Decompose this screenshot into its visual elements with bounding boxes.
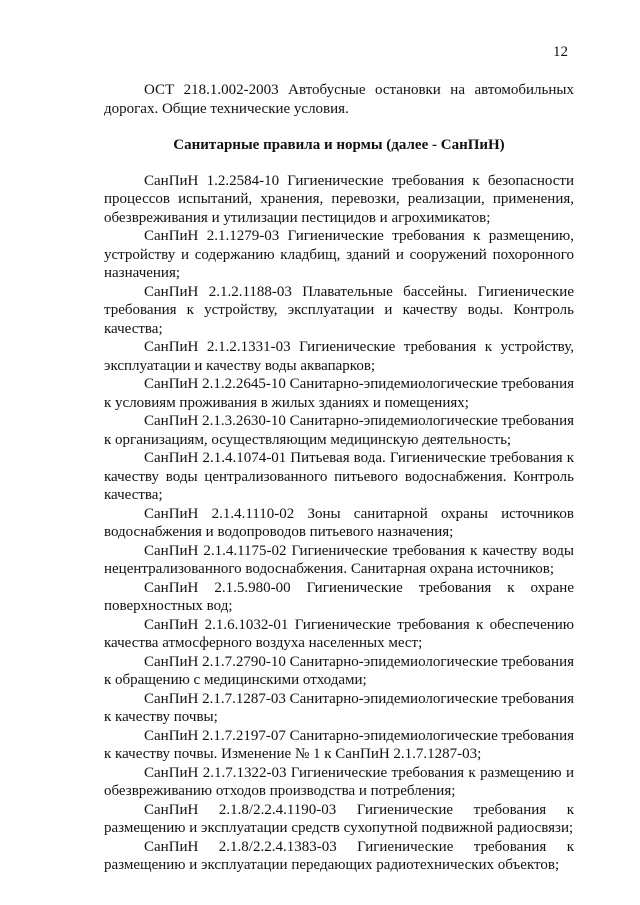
page-content <box>104 81 574 875</box>
list-item: СанПиН 2.1.7.2197-07 Санитарно-эпидемиологические требования к качеству почвы. Изменение № 1 к СанПиН 2.1.7.1287-03; <box>104 727 575 762</box>
list-item: СанПиН 2.1.8/2.2.4.1383-03 Гигиенические требования к размещению и эксплуатации передающих радиотехнических объектов; <box>104 838 574 873</box>
list-item: СанПиН 2.1.1279-03 Гигиенические требования к размещению, устройству и содержанию кладбищ, зданий и сооружений похоронного назначения; <box>104 228 574 281</box>
list-item: СанПиН 2.1.7.1287-03 Санитарно-эпидемиологические требования к качеству почвы; <box>104 690 575 725</box>
list-item: СанПиН 2.1.2.1188-03 Плавательные бассейны. Гигиенические требования к устройству, эксплуатации и качеству воды. Контроль качества; <box>104 283 574 337</box>
list-item: СанПиН 2.1.3.2630-10 Санитарно-эпидемиологические требования к организациям, осуществляющим медицинскую деятельность; <box>104 413 575 448</box>
intro-paragraph: ОСТ 218.1.002-2003 Автобусные остановки на автомобильных дорогах. Общие технические условия. <box>104 82 574 117</box>
list-item: СанПиН 2.1.7.2790-10 Санитарно-эпидемиологические требования к обращению с медицинскими отходами; <box>104 653 575 688</box>
list-item: СанПиН 2.1.2.1331-03 Гигиенические требования к устройству, эксплуатации и качеству воды аквапарков; <box>104 339 574 374</box>
sanpin-list <box>104 172 574 875</box>
list-item: СанПиН 2.1.4.1175-02 Гигиенические требования к качеству воды нецентрализованного водоснабжения. Санитарная охрана источников; <box>104 542 574 577</box>
page-number: 12 <box>553 44 568 60</box>
list-item: СанПиН 2.1.4.1110-02 Зоны санитарной охраны источников водоснабжения и водопроводов питьевого назначения; <box>104 505 574 540</box>
list-item: СанПиН 2.1.7.1322-03 Гигиенические требования к размещению и обезвреживанию отходов производства и потребления; <box>104 764 574 799</box>
list-item: СанПиН 2.1.5.980-00 Гигиенические требования к охране поверхностных вод; <box>104 579 574 614</box>
list-item: СанПиН 2.1.2.2645-10 Санитарно-эпидемиологические требования к условиям проживания в жилых зданиях и помещениях; <box>104 376 575 411</box>
list-item: СанПиН 2.1.8/2.2.4.1190-03 Гигиенические требования к размещению и эксплуатации средств сухопутной подвижной радиосвязи; <box>104 801 574 836</box>
section-heading: Санитарные правила и нормы (далее - СанПиН) <box>173 137 505 153</box>
list-item: СанПиН 1.2.2584-10 Гигиенические требования к безопасности процессов испытаний, хранения, перевозки, реализации, применения, обезвреживания и утилизации пестицидов и агрохимикатов; <box>104 172 574 226</box>
list-item: СанПиН 2.1.6.1032-01 Гигиенические требования к обеспечению качества атмосферного воздуха населенных мест; <box>104 616 574 651</box>
list-item: СанПиН 2.1.4.1074-01 Питьевая вода. Гигиенические требования к качеству воды централизованного питьевого водоснабжения. Контроль качества; <box>104 450 574 503</box>
